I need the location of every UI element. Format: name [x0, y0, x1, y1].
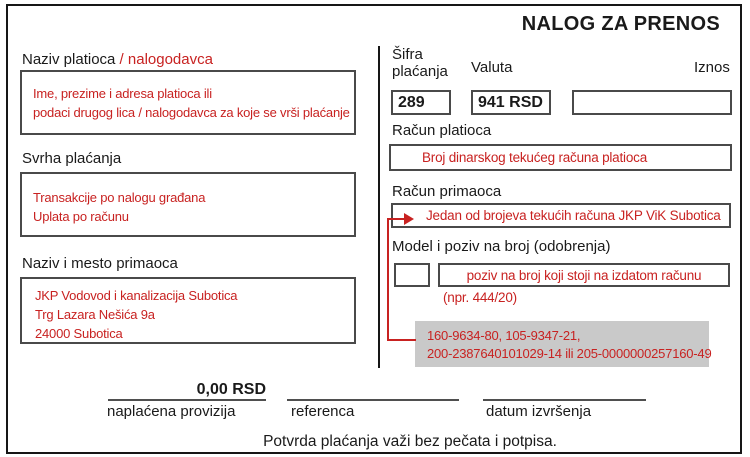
purpose-label: Svrha plaćanja	[22, 150, 122, 167]
fee-value: 0,00 RSD	[196, 381, 266, 398]
payer-hint-line2: podaci drugog lica / nalogodavca za koje se vrši plaćanje	[33, 105, 350, 120]
accounts-note	[415, 321, 712, 367]
payer-hint-line1: Ime, prezime i adresa platioca ili	[33, 86, 212, 101]
model-reference-label: Model i poziv na broj (odobrenja)	[392, 238, 611, 255]
reference-signature-line	[287, 399, 459, 401]
date-label: datum izvršenja	[486, 403, 592, 420]
payer-account-hint: Broj dinarskog tekućeg računa platioca	[421, 150, 648, 165]
validity-note: Potvrda plaćanja važi bez pečata i potpisa.	[263, 433, 557, 450]
payer-field[interactable]	[20, 70, 356, 135]
reference-example: (npr. 444/20)	[443, 290, 517, 305]
column-divider	[378, 46, 380, 368]
recipient-account-field[interactable]	[391, 203, 731, 228]
currency-field[interactable]: 941 RSD	[471, 90, 551, 115]
purpose-line2: Uplata po računu	[33, 209, 129, 224]
accounts-note-line1: 160-9634-80, 105-9347-21,	[427, 328, 581, 343]
recipient-account-label: Račun primaoca	[392, 183, 502, 200]
connector-line-vertical	[387, 218, 389, 341]
recipient-line2: Trg Lazara Nešića 9a	[35, 307, 155, 322]
recipient-line3: 24000 Subotica	[35, 326, 123, 341]
fee-signature-line	[108, 399, 266, 401]
payer-label: Naziv platioca / nalogodavca	[22, 51, 213, 68]
currency-label: Valuta	[471, 59, 513, 76]
recipient-account-hint: Jedan od brojeva tekućih računa JKP ViK Subotica	[426, 208, 721, 223]
purpose-field[interactable]	[20, 172, 356, 237]
connector-arrow-icon	[404, 213, 414, 225]
amount-label: Iznos	[694, 59, 730, 76]
purpose-line1: Transakcije po nalogu građana	[33, 190, 206, 205]
payer-account-label: Račun platioca	[392, 122, 492, 139]
payer-account-field[interactable]	[389, 144, 732, 171]
connector-line-bottom	[389, 339, 416, 341]
payment-code-label: Šifra plaćanja	[392, 46, 448, 80]
fee-label: naplaćena provizija	[107, 403, 236, 420]
accounts-note-line2: 200-2387640101029-14 ili 205-0000000257160-49	[427, 346, 712, 361]
recipient-field[interactable]	[20, 277, 356, 344]
payment-code-field[interactable]: 289	[391, 90, 451, 115]
model-field[interactable]	[394, 263, 430, 287]
payer-label-red: / nalogodavca	[119, 51, 213, 68]
reference-label: referenca	[291, 403, 355, 420]
form-title: NALOG ZA PRENOS	[521, 13, 720, 35]
reference-number-hint: poziv na broj koji stoji na izdatom računu	[466, 268, 702, 283]
recipient-line1: JKP Vodovod i kanalizacija Subotica	[35, 288, 238, 303]
connector-line-top	[389, 218, 405, 220]
amount-field[interactable]	[572, 90, 732, 115]
recipient-label: Naziv i mesto primaoca	[22, 255, 178, 272]
reference-number-field[interactable]	[438, 263, 730, 287]
date-signature-line	[483, 399, 646, 401]
